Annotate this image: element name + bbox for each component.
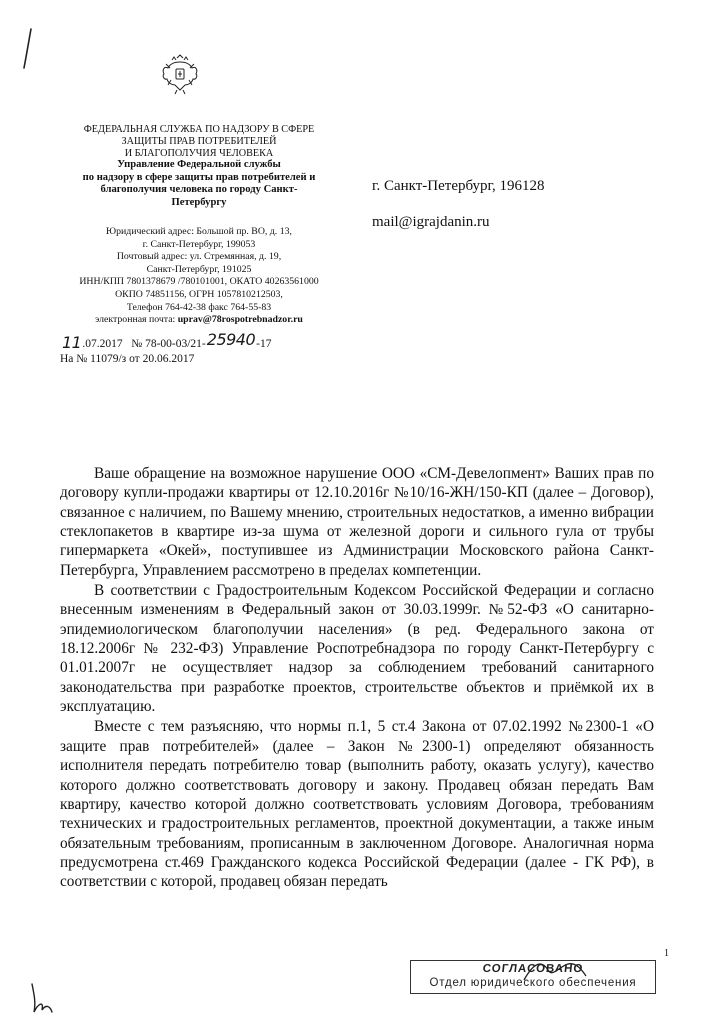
- recipient-email: mail@igrajdanin.ru: [372, 214, 490, 230]
- agency-header: [58, 124, 340, 209]
- signature-mark: [26, 982, 56, 1016]
- outgoing-number-label: № 78-00-03/21-: [131, 338, 206, 350]
- letter-body: [60, 464, 654, 892]
- stamp-title: СОГЛАСОВАНО: [482, 963, 584, 975]
- agency-email-line: [58, 314, 340, 327]
- handwritten-day: 11: [62, 333, 82, 352]
- outgoing-reference: [60, 330, 272, 367]
- page-number: 1: [664, 948, 669, 959]
- okpo-ogrn: ОКПО 74851156, ОГРН 1057810212503,: [115, 288, 283, 300]
- department-name-line: Петербургу: [171, 196, 227, 208]
- department-name-line: Управление Федеральной службы: [117, 159, 281, 171]
- stamp-signature-mark: [520, 956, 590, 986]
- postal-address: Почтовый адрес: ул. Стремянная, д. 19,: [116, 251, 282, 263]
- outgoing-date: .07.2017: [82, 338, 123, 350]
- agency-email: uprav@78rospotrebnadzor.ru: [177, 314, 303, 326]
- phone-fax: Телефон 764-42-38 факс 764-55-83: [126, 301, 272, 313]
- agency-name-line: И БЛАГОПОЛУЧИЯ ЧЕЛОВЕКА: [124, 147, 274, 159]
- inn-okato: ИНН/КПП 7801378679 /780101001, ОКАТО 40263561000: [79, 276, 319, 288]
- outgoing-number-line: [62, 330, 272, 352]
- postal-address: Санкт-Петербург, 191025: [146, 263, 252, 275]
- agency-name-line: ФЕДЕРАЛЬНАЯ СЛУЖБА ПО НАДЗОРУ В СФЕРЕ: [83, 124, 315, 135]
- department-name-line: по надзору в сфере защиты прав потребителей и: [82, 171, 316, 183]
- outgoing-number-suffix: -17: [256, 338, 272, 350]
- coat-of-arms-emblem: [160, 54, 200, 96]
- margin-pen-mark: [20, 28, 36, 70]
- legal-address: Юридический адрес: Большой пр. ВО, д. 13,: [106, 226, 292, 237]
- body-paragraph: В соответствии с Градостроительным Кодексом Российской Федерации и согласно внесенным изменениям в Федеральный закон от 30.03.1999г. №52-ФЗ «О санитарно-эпидемиологическом благополучии населения» (в ред. Федерального закона от 18.12.2006г № 232-ФЗ) Управление Роспотребнадзора по городу Санкт-Петербургу с 01.01.2007г не осуществляет надзор за соблюдением требований санитарного законодательства при разработке проектов, строительстве объектов и приёмкой их в эксплуатацию.: [60, 582, 654, 716]
- recipient-city: г. Санкт-Петербург, 196128: [372, 178, 545, 194]
- legal-address: г. Санкт-Петербург, 199053: [142, 238, 256, 250]
- recipient-block: [372, 177, 545, 249]
- agency-name-line: ЗАЩИТЫ ПРАВ ПОТРЕБИТЕЛЕЙ: [121, 135, 277, 147]
- stamp-subtitle: Отдел юридического обеспечения: [429, 977, 637, 989]
- department-name-line: благополучия человека по городу Санкт-: [100, 184, 298, 196]
- body-paragraph: Вместе с тем разъясняю, что нормы п.1, 5 ст.4 Закона от 07.02.1992 №2300-1 «О защите прав потребителей» (далее – Закон №2300-1) определяют обязанность исполнителя передать потребителю товар (выполнить работу, оказать услугу), качество которого должно соответствовать договору и закону. Продавец обязан передать Вам квартиру, качество которой должно соответствовать условиям Договора, требованиям технических и градостроительных регламентов, проектной документации, а также иным обязательным требованиям, прописанным в заключенном Договоре. Аналогичная норма предусмотрена ст.469 Гражданского кодекса Российской Федерации (далее - ГК РФ), в соответствии с которой, продавец обязан передать: [60, 718, 654, 891]
- reply-reference: На № 11079/з от 20.06.2017: [60, 353, 195, 365]
- agency-contacts: [58, 226, 340, 327]
- handwritten-number: 25940: [206, 330, 256, 349]
- agency-email-label: электронная почта:: [95, 314, 178, 326]
- body-paragraph: Ваше обращение на возможное нарушение ООО «СМ-Девелопмент» Ваших прав по договору купли-продажи квартиры от 12.10.2016г №10/16-ЖН/150-КП (далее – Договор), связанное с наличием, по Вашему мнению, строительных недостатков, а именно вибрации стеклопакетов в квартире из-за шума от железной дороги и сильного гула от трубы гипермаркета «Окей», поступившее из Администрации Московского района Санкт-Петербурга, Управлением рассмотрено в пределах компетенции.: [60, 465, 654, 579]
